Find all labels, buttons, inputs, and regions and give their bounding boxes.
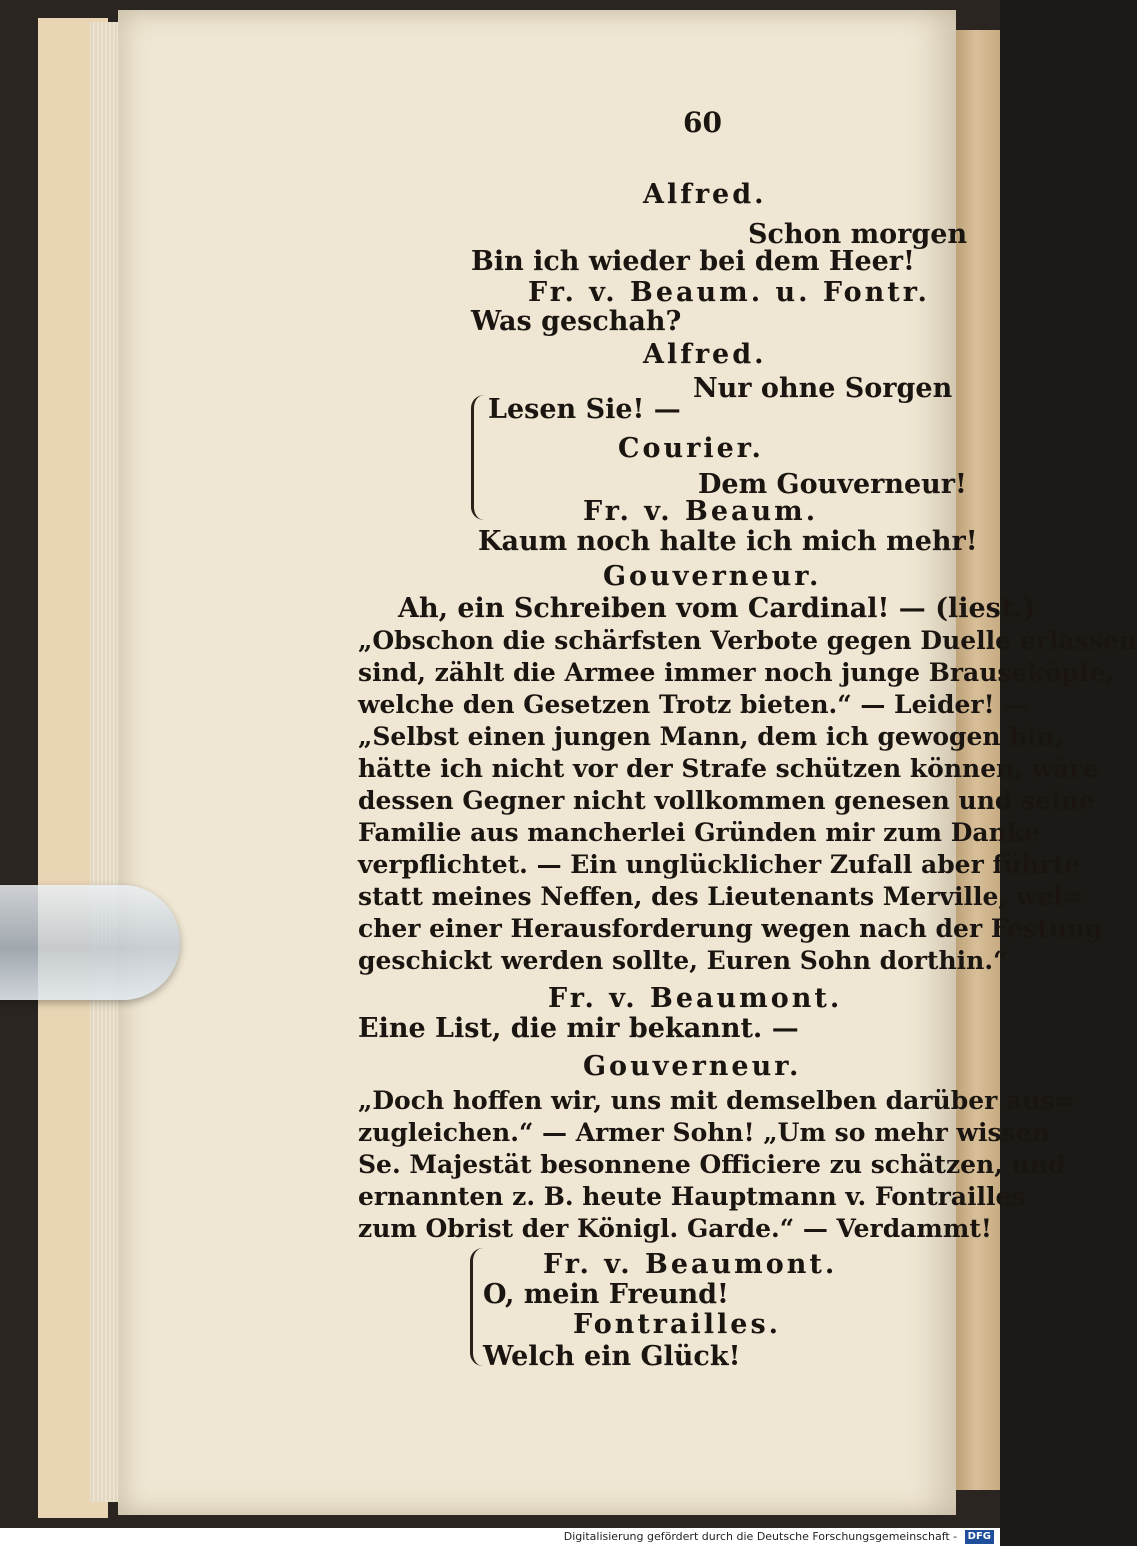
prose-line: hätte ich nicht vor der Strafe schützen können, wäre [358,754,1099,783]
footer-text: Digitalisierung gefördert durch die Deutsche Forschungsgemeinschaft - [563,1530,958,1543]
verse-line: Kaum noch halte ich mich mehr! [478,526,978,557]
prose-line: „Selbst einen jungen Mann, dem ich gewogen bin, [358,722,1064,751]
speaker-fontrailles: Fontrailles. [573,1309,782,1340]
verse-line: Eine List, die mir bekannt. — [358,1013,799,1044]
prose-line: „Doch hoffen wir, uns mit demselben darüber aus= [358,1086,1076,1115]
verse-line: Lesen Sie! — [488,394,681,425]
book-page [118,10,1137,1515]
verse-line: Welch ein Glück! [483,1341,741,1372]
prose-line: cher einer Herausforderung wegen nach der Festung [358,914,1103,943]
speaker-courier: Courier. [618,433,764,464]
prose-line: welche den Gesetzen Trotz bieten.“ — Leider! — [358,690,1029,719]
speaker-alfred: Alfred. [643,179,767,210]
verse-line: Bin ich wieder bei dem Heer! [471,246,915,277]
verse-line: Nur ohne Sorgen [693,373,953,404]
prose-line: zum Obrist der Königl. Garde.“ — Verdammt! [358,1214,992,1243]
verse-line: Dem Gouverneur! [698,469,967,500]
speaker-beaum-fontr: Fr. v. Beaum. u. Fontr. [528,277,930,308]
speaker-beaumont: Fr. v. Beaumont. [548,983,843,1014]
verse-line: Was geschah? [471,306,682,337]
prose-line: Familie aus mancherlei Gründen mir zum Danke [358,818,1040,847]
prose-line: Ah, ein Schreiben vom Cardinal! — (liest.) [398,593,1036,624]
speaker-gouverneur: Gouverneur. [603,561,822,592]
speaker-beaumont: Fr. v. Beaumont. [543,1249,838,1280]
brace-bracket [470,1248,483,1366]
prose-line: ernannten z. B. heute Hauptmann v. Fontrailles [358,1182,1026,1211]
dfg-logo-icon: DFG [965,1530,994,1544]
footer-bar [0,1528,1000,1546]
speaker-beaum: Fr. v. Beaum. [583,496,819,527]
prose-line: zugleichen.“ — Armer Sohn! „Um so mehr wissen [358,1118,1050,1147]
verse-line: Schon morgen [748,219,968,250]
prose-line: Se. Majestät besonnene Officiere zu schätzen, und [358,1150,1066,1179]
prose-line: statt meines Neffen, des Lieutenants Merville, wel= [358,882,1084,911]
brace-bracket [471,395,484,520]
page-holder-clip [0,885,180,1000]
prose-line: dessen Gegner nicht vollkommen genesen und seine [358,786,1095,815]
speaker-gouverneur: Gouverneur. [583,1051,802,1082]
prose-line: verpflichtet. — Ein unglücklicher Zufall aber führte [358,850,1081,879]
prose-line: „Obschon die schärfsten Verbote gegen Duelle erlassen [358,626,1137,655]
prose-line: sind, zählt die Armee immer noch junge Brauseköpfe, [358,658,1115,687]
page-number: 60 [683,106,722,139]
verse-line: O, mein Freund! [483,1279,729,1310]
speaker-alfred: Alfred. [643,339,767,370]
prose-line: geschickt werden sollte, Euren Sohn dorthin.“ [358,946,1008,975]
